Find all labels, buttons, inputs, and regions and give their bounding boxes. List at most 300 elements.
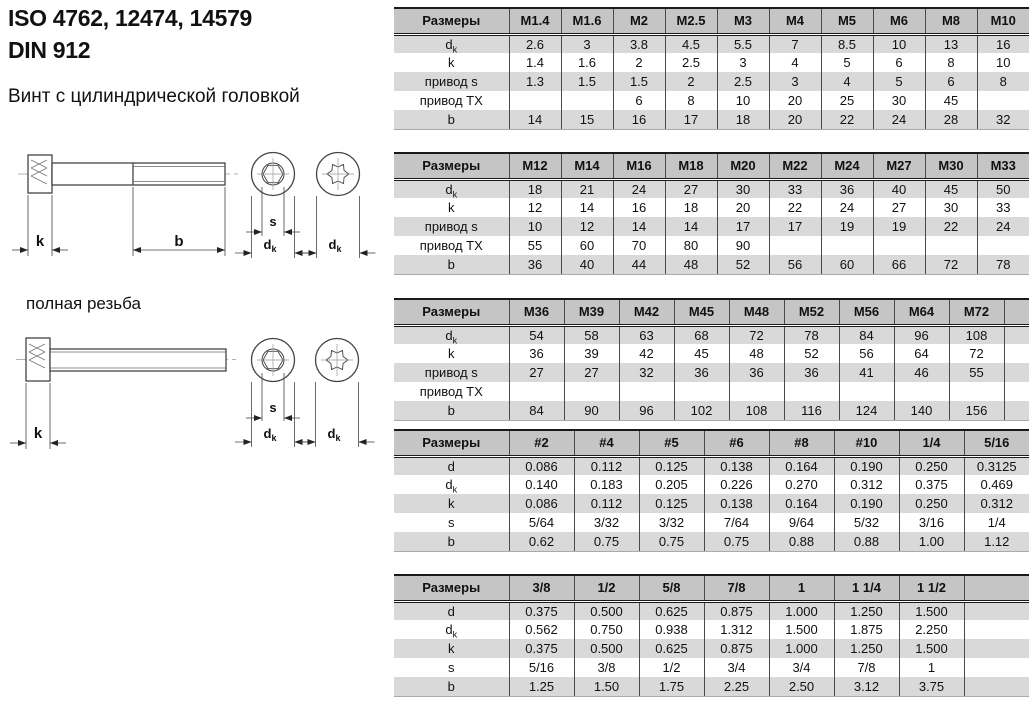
value-cell: 102 xyxy=(674,401,729,420)
value-cell: 0.112 xyxy=(574,456,639,475)
table-row xyxy=(394,677,1029,696)
value-cell xyxy=(964,658,1029,677)
value-cell: 50 xyxy=(977,179,1029,198)
full-thread-label: полная резьба xyxy=(26,294,141,313)
row-label: b xyxy=(394,532,509,551)
value-cell: 48 xyxy=(665,255,717,274)
row-label: b xyxy=(394,677,509,696)
value-cell: 1.000 xyxy=(769,639,834,658)
column-header: M39 xyxy=(564,299,619,325)
value-cell: 1.25 xyxy=(509,677,574,696)
value-cell: 0.62 xyxy=(509,532,574,551)
screw-full-thread-drawing xyxy=(4,333,384,463)
value-cell: 21 xyxy=(561,179,613,198)
value-cell: 5 xyxy=(873,72,925,91)
dim-label-dk xyxy=(264,237,278,254)
value-cell: 20 xyxy=(717,198,769,217)
column-header: M4 xyxy=(769,8,821,34)
table-row xyxy=(394,255,1029,274)
value-cell: 0.205 xyxy=(639,475,704,494)
screw-side-view xyxy=(18,155,240,193)
value-cell: 1.3 xyxy=(509,72,561,91)
value-cell: 60 xyxy=(561,236,613,255)
column-header: M5 xyxy=(821,8,873,34)
row-label: привод s xyxy=(394,363,509,382)
value-cell: 68 xyxy=(674,325,729,344)
value-cell: 1.500 xyxy=(769,620,834,639)
column-header: M30 xyxy=(925,153,977,179)
column-header: 1 1/2 xyxy=(899,575,964,601)
column-header: M42 xyxy=(619,299,674,325)
table-header-row xyxy=(394,8,1029,34)
column-header: M16 xyxy=(613,153,665,179)
column-header: M1.4 xyxy=(509,8,561,34)
value-cell: 60 xyxy=(821,255,873,274)
column-header: M8 xyxy=(925,8,977,34)
value-cell: 3/16 xyxy=(899,513,964,532)
value-cell: 72 xyxy=(729,325,784,344)
dim-label-dk xyxy=(264,426,278,443)
value-cell: 3/8 xyxy=(574,658,639,677)
value-cell: 1 xyxy=(899,658,964,677)
column-header: 7/8 xyxy=(704,575,769,601)
value-cell: 4 xyxy=(821,72,873,91)
value-cell: 18 xyxy=(665,198,717,217)
table-header-row xyxy=(394,575,1029,601)
value-cell: 44 xyxy=(613,255,665,274)
value-cell: 63 xyxy=(619,325,674,344)
table-row xyxy=(394,344,1029,363)
value-cell: 6 xyxy=(873,53,925,72)
column-header: 5/8 xyxy=(639,575,704,601)
table-row xyxy=(394,456,1029,475)
row-label: $d_k$ xyxy=(394,325,509,344)
dim-label-dk-torx xyxy=(328,426,342,443)
column-header: M2.5 xyxy=(665,8,717,34)
table-row xyxy=(394,475,1029,494)
value-cell: 13 xyxy=(925,34,977,53)
screw-partial-thread-drawing xyxy=(4,146,384,274)
value-cell: 10 xyxy=(509,217,561,236)
value-cell: 96 xyxy=(894,325,949,344)
column-header: #8 xyxy=(769,430,834,456)
value-cell xyxy=(564,382,619,401)
column-header: M52 xyxy=(784,299,839,325)
size-table-corner-header: Размеры xyxy=(394,299,509,325)
column-header: M3 xyxy=(717,8,769,34)
value-cell: 5/64 xyxy=(509,513,574,532)
value-cell xyxy=(839,382,894,401)
value-cell xyxy=(1004,382,1029,401)
value-cell: 36 xyxy=(784,363,839,382)
row-label: b xyxy=(394,401,509,420)
hex-socket-end-view-full xyxy=(252,339,295,382)
dim-label-s: s xyxy=(269,214,277,229)
value-cell: 3/32 xyxy=(574,513,639,532)
value-cell: 2.6 xyxy=(509,34,561,53)
value-cell: 0.88 xyxy=(834,532,899,551)
value-cell: 14 xyxy=(665,217,717,236)
row-label: $d_k$ xyxy=(394,179,509,198)
value-cell: 33 xyxy=(977,198,1029,217)
value-cell: 0.183 xyxy=(574,475,639,494)
value-cell: 5/32 xyxy=(834,513,899,532)
value-cell: 58 xyxy=(564,325,619,344)
row-label: $d_k$ xyxy=(394,475,509,494)
table-row xyxy=(394,639,1029,658)
row-label: s xyxy=(394,513,509,532)
title-standards-iso: ISO 4762, 12474, 14579 xyxy=(8,5,253,31)
value-cell: 2 xyxy=(613,53,665,72)
column-header: 1/4 xyxy=(899,430,964,456)
value-cell: 5/16 xyxy=(509,658,574,677)
value-cell: 15 xyxy=(561,110,613,129)
value-cell: 1.50 xyxy=(574,677,639,696)
value-cell: 0.500 xyxy=(574,639,639,658)
value-cell xyxy=(769,236,821,255)
row-label: k xyxy=(394,198,509,217)
value-cell: 36 xyxy=(729,363,784,382)
value-cell: 0.88 xyxy=(769,532,834,551)
column-header: M36 xyxy=(509,299,564,325)
value-cell xyxy=(784,382,839,401)
column-header: M14 xyxy=(561,153,613,179)
value-cell xyxy=(1004,363,1029,382)
value-cell: 3/4 xyxy=(769,658,834,677)
value-cell: 18 xyxy=(717,110,769,129)
table-row xyxy=(394,72,1029,91)
row-label: привод TX xyxy=(394,236,509,255)
value-cell: 0.500 xyxy=(574,601,639,620)
value-cell: 84 xyxy=(509,401,564,420)
column-header: M18 xyxy=(665,153,717,179)
value-cell: 41 xyxy=(839,363,894,382)
value-cell: 22 xyxy=(769,198,821,217)
value-cell: 2.5 xyxy=(717,72,769,91)
value-cell: 0.375 xyxy=(509,601,574,620)
column-header: M27 xyxy=(873,153,925,179)
value-cell: 0.375 xyxy=(509,639,574,658)
value-cell: 0.270 xyxy=(769,475,834,494)
value-cell: 0.164 xyxy=(769,494,834,513)
row-label: d xyxy=(394,601,509,620)
value-cell: 40 xyxy=(561,255,613,274)
value-cell: 10 xyxy=(977,53,1029,72)
value-cell: 18 xyxy=(509,179,561,198)
value-cell: 24 xyxy=(613,179,665,198)
table-row xyxy=(394,91,1029,110)
value-cell: 0.164 xyxy=(769,456,834,475)
value-cell: 20 xyxy=(769,110,821,129)
value-cell: 3/4 xyxy=(704,658,769,677)
row-label: $d_k$ xyxy=(394,620,509,639)
page-title xyxy=(8,2,252,66)
column-header: M72 xyxy=(949,299,1004,325)
value-cell: 0.086 xyxy=(509,494,574,513)
value-cell: 10 xyxy=(717,91,769,110)
table-header-row xyxy=(394,430,1029,456)
value-cell: 20 xyxy=(769,91,821,110)
metric-table-m12-m33 xyxy=(394,152,1029,275)
value-cell: 28 xyxy=(925,110,977,129)
value-cell: 36 xyxy=(509,255,561,274)
value-cell: 8 xyxy=(925,53,977,72)
value-cell: 0.138 xyxy=(704,456,769,475)
value-cell: 2 xyxy=(665,72,717,91)
column-header: M1.6 xyxy=(561,8,613,34)
value-cell: 0.625 xyxy=(639,639,704,658)
dk-sub: k xyxy=(271,244,277,254)
column-header: M45 xyxy=(674,299,729,325)
value-cell: 16 xyxy=(613,110,665,129)
value-cell xyxy=(949,382,1004,401)
metric-table-m36-m72 xyxy=(394,298,1029,421)
value-cell: 0.190 xyxy=(834,456,899,475)
value-cell: 2.50 xyxy=(769,677,834,696)
value-cell: 27 xyxy=(509,363,564,382)
value-cell: 1.500 xyxy=(899,639,964,658)
table-row xyxy=(394,236,1029,255)
value-cell: 0.086 xyxy=(509,456,574,475)
value-cell: 0.562 xyxy=(509,620,574,639)
value-cell: 1/2 xyxy=(639,658,704,677)
value-cell: 1.000 xyxy=(769,601,834,620)
column-header: M56 xyxy=(839,299,894,325)
value-cell: 7/8 xyxy=(834,658,899,677)
value-cell xyxy=(977,91,1029,110)
value-cell: 1.500 xyxy=(899,601,964,620)
value-cell: 14 xyxy=(613,217,665,236)
value-cell: 0.3125 xyxy=(964,456,1029,475)
column-header: 1 1/4 xyxy=(834,575,899,601)
size-table-corner-header: Размеры xyxy=(394,153,509,179)
value-cell: 14 xyxy=(561,198,613,217)
value-cell: 25 xyxy=(821,91,873,110)
value-cell: 1.00 xyxy=(899,532,964,551)
value-cell: 0.469 xyxy=(964,475,1029,494)
table-row xyxy=(394,658,1029,677)
row-label: k xyxy=(394,344,509,363)
table-header-row xyxy=(394,153,1029,179)
value-cell: 24 xyxy=(821,198,873,217)
value-cell: 3.12 xyxy=(834,677,899,696)
value-cell: 56 xyxy=(769,255,821,274)
column-header: M24 xyxy=(821,153,873,179)
value-cell: 1.4 xyxy=(509,53,561,72)
value-cell: 0.375 xyxy=(899,475,964,494)
value-cell xyxy=(964,601,1029,620)
value-cell: 0.312 xyxy=(834,475,899,494)
value-cell: 80 xyxy=(665,236,717,255)
value-cell: 3.8 xyxy=(613,34,665,53)
value-cell: 72 xyxy=(925,255,977,274)
row-label: k xyxy=(394,494,509,513)
table-row xyxy=(394,513,1029,532)
table-row xyxy=(394,363,1029,382)
value-cell: 39 xyxy=(564,344,619,363)
value-cell: 45 xyxy=(925,91,977,110)
value-cell: 1.6 xyxy=(561,53,613,72)
value-cell: 22 xyxy=(925,217,977,236)
value-cell: 90 xyxy=(717,236,769,255)
value-cell xyxy=(509,91,561,110)
value-cell: 24 xyxy=(977,217,1029,236)
value-cell: 17 xyxy=(665,110,717,129)
value-cell: 1.250 xyxy=(834,601,899,620)
dk-sub: k xyxy=(335,433,341,443)
value-cell: 66 xyxy=(873,255,925,274)
value-cell: 30 xyxy=(873,91,925,110)
table-row xyxy=(394,217,1029,236)
size-table-corner-header: Размеры xyxy=(394,575,509,601)
value-cell: 7 xyxy=(769,34,821,53)
value-cell: 4 xyxy=(769,53,821,72)
value-cell: 40 xyxy=(873,179,925,198)
value-cell: 3 xyxy=(561,34,613,53)
dim-label-dk-torx xyxy=(329,237,343,254)
column-header: #10 xyxy=(834,430,899,456)
dk-main: d xyxy=(328,237,337,252)
table-header-row xyxy=(394,299,1029,325)
title-standards-din: DIN 912 xyxy=(8,37,91,63)
value-cell: 45 xyxy=(925,179,977,198)
value-cell: 84 xyxy=(839,325,894,344)
value-cell: 8 xyxy=(977,72,1029,91)
dim-label-k: k xyxy=(33,425,43,442)
value-cell: 0.750 xyxy=(574,620,639,639)
value-cell: 19 xyxy=(821,217,873,236)
value-cell: 9/64 xyxy=(769,513,834,532)
value-cell: 1.5 xyxy=(561,72,613,91)
row-label: b xyxy=(394,110,509,129)
column-header: M6 xyxy=(873,8,925,34)
value-cell: 0.875 xyxy=(704,639,769,658)
column-header: #4 xyxy=(574,430,639,456)
value-cell: 1.250 xyxy=(834,639,899,658)
value-cell: 0.75 xyxy=(574,532,639,551)
value-cell: 52 xyxy=(784,344,839,363)
screw-side-view-full xyxy=(16,338,240,381)
value-cell: 32 xyxy=(619,363,674,382)
column-header: #5 xyxy=(639,430,704,456)
table-row xyxy=(394,382,1029,401)
table-row xyxy=(394,179,1029,198)
value-cell: 1.75 xyxy=(639,677,704,696)
value-cell: 12 xyxy=(509,198,561,217)
value-cell: 17 xyxy=(769,217,821,236)
value-cell: 55 xyxy=(949,363,1004,382)
column-header xyxy=(964,575,1029,601)
value-cell: 3 xyxy=(717,53,769,72)
value-cell: 16 xyxy=(977,34,1029,53)
value-cell: 30 xyxy=(717,179,769,198)
table-row xyxy=(394,620,1029,639)
value-cell: 24 xyxy=(873,110,925,129)
value-cell: 1.12 xyxy=(964,532,1029,551)
size-table-corner-header: Размеры xyxy=(394,8,509,34)
value-cell: 2.5 xyxy=(665,53,717,72)
value-cell xyxy=(964,620,1029,639)
value-cell: 32 xyxy=(977,110,1029,129)
value-cell: 42 xyxy=(619,344,674,363)
value-cell: 1.875 xyxy=(834,620,899,639)
column-header xyxy=(1004,299,1029,325)
imperial-table-3-8-1-1-2 xyxy=(394,574,1029,697)
value-cell: 45 xyxy=(674,344,729,363)
value-cell: 6 xyxy=(613,91,665,110)
value-cell: 0.226 xyxy=(704,475,769,494)
value-cell xyxy=(964,677,1029,696)
value-cell: 96 xyxy=(619,401,674,420)
value-cell: 52 xyxy=(717,255,769,274)
torx-end-view xyxy=(317,153,360,196)
value-cell xyxy=(1004,325,1029,344)
torx-end-view-full xyxy=(316,339,359,382)
value-cell xyxy=(894,382,949,401)
table-row xyxy=(394,494,1029,513)
value-cell: 0.140 xyxy=(509,475,574,494)
value-cell: 36 xyxy=(509,344,564,363)
value-cell: 64 xyxy=(894,344,949,363)
value-cell: 2.250 xyxy=(899,620,964,639)
row-label: привод s xyxy=(394,72,509,91)
imperial-table-no2-5-16 xyxy=(394,429,1029,552)
dim-label-k: k xyxy=(35,233,45,250)
row-label: k xyxy=(394,53,509,72)
value-cell: 0.125 xyxy=(639,456,704,475)
column-header: 1/2 xyxy=(574,575,639,601)
value-cell: 46 xyxy=(894,363,949,382)
row-label: s xyxy=(394,658,509,677)
column-header: M20 xyxy=(717,153,769,179)
column-header: M64 xyxy=(894,299,949,325)
column-header: 5/16 xyxy=(964,430,1029,456)
column-header: #2 xyxy=(509,430,574,456)
value-cell: 124 xyxy=(839,401,894,420)
column-header: M33 xyxy=(977,153,1029,179)
value-cell: 12 xyxy=(561,217,613,236)
column-header: M48 xyxy=(729,299,784,325)
value-cell xyxy=(561,91,613,110)
table-row xyxy=(394,401,1029,420)
dim-label-b: b xyxy=(174,233,184,250)
value-cell: 108 xyxy=(949,325,1004,344)
value-cell: 14 xyxy=(509,110,561,129)
row-label: привод TX xyxy=(394,382,509,401)
value-cell: 1.312 xyxy=(704,620,769,639)
value-cell xyxy=(964,639,1029,658)
value-cell: 3/32 xyxy=(639,513,704,532)
value-cell xyxy=(1004,344,1029,363)
value-cell: 156 xyxy=(949,401,1004,420)
value-cell: 108 xyxy=(729,401,784,420)
size-table-corner-header: Размеры xyxy=(394,430,509,456)
value-cell: 55 xyxy=(509,236,561,255)
value-cell: 70 xyxy=(613,236,665,255)
table-row xyxy=(394,601,1029,620)
value-cell: 1.5 xyxy=(613,72,665,91)
value-cell xyxy=(509,382,564,401)
value-cell: 1/4 xyxy=(964,513,1029,532)
value-cell: 7/64 xyxy=(704,513,769,532)
value-cell xyxy=(873,236,925,255)
table-row xyxy=(394,110,1029,129)
value-cell: 4.5 xyxy=(665,34,717,53)
value-cell: 54 xyxy=(509,325,564,344)
value-cell: 116 xyxy=(784,401,839,420)
column-header: 1 xyxy=(769,575,834,601)
table-row xyxy=(394,532,1029,551)
